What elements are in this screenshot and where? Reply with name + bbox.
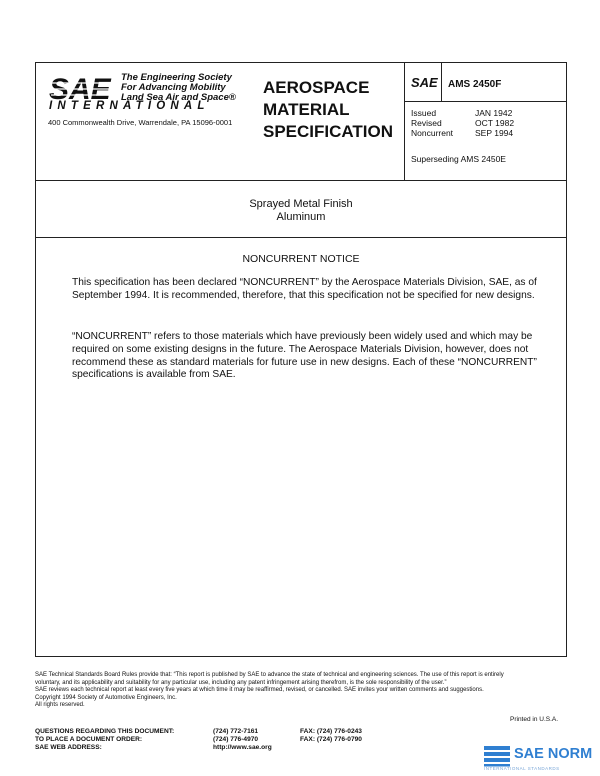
header [36,63,566,181]
subtitle-line: Aluminum [276,211,326,223]
document-type [263,77,393,143]
date-value: JAN 1942 [475,108,513,118]
footer-line: All rights reserved. [35,702,85,709]
date-history [411,108,561,138]
title-line: Sprayed Metal Finish [249,198,353,210]
footer-line: SAE Technical Standards Board Rules provide that: “This report is published by SAE to advance the state of technical and engineering sciences. The use of this report is entirely [35,672,504,678]
svg-text:SAE: SAE [411,75,438,90]
date-row-noncurrent [411,128,561,138]
header-left [36,63,404,180]
tagline-line: For Advancing Mobility [121,82,226,93]
contact-phone: (724) 772-7161 [213,728,259,735]
footer-line: SAE reviews each technical report at least every five years at which time it may be reaffirmed, revised, or cancelled. SAE invites your written comments and suggestions. [35,687,484,694]
contact-row [35,728,395,736]
footer-line: Copyright 1994 Society of Automotive Engineers, Inc. [35,694,177,701]
divider [441,63,442,101]
tagline-line: Land Sea Air and Space® [121,92,236,103]
notice-paragraph: This specification has been declared “NONCURRENT” by the Aerospace Materials Division, SAE, as of September 1994. It is recommended, therefore, that this specification not be specified for new designs. [72,277,537,301]
society-tagline [121,73,236,103]
divider [405,101,566,102]
document-code-row [405,63,566,101]
date-value: SEP 1994 [475,128,514,138]
date-label: Issued [411,108,437,118]
date-label: Revised [411,118,442,128]
superseding-note: Superseding AMS 2450E [411,154,506,164]
header-right [404,63,566,180]
document-title [36,180,566,238]
international-wordmark: INTERNATIONAL [49,100,210,112]
web-address[interactable]: http://www.sae.org [213,743,272,751]
contact-fax: FAX: (724) 776-0790 [300,735,362,743]
specification-frame [35,62,567,657]
document-code: AMS 2450F [448,79,502,90]
sae-mini-logo [411,75,438,90]
tagline-line: The Engineering Society [121,72,232,83]
footer-line: voluntary, and its applicability and suitability for any particular use, including any patent infringement arising therefrom, is the sole responsibility of the user.” [35,679,447,686]
date-label: Noncurrent [411,128,454,138]
svg-text:SAE: SAE [49,73,111,106]
watermark-emblem-icon [484,746,510,767]
notice-heading: NONCURRENT NOTICE [242,253,360,265]
contact-row [35,744,395,752]
date-row-revised [411,118,561,128]
contact-label: QUESTIONS REGARDING THIS DOCUMENT: [35,728,175,735]
doc-type-line: SPECIFICATION [263,122,394,141]
contact-fax: FAX: (724) 776-0243 [300,728,362,735]
address: 400 Commonwealth Drive, Warrendale, PA 15096-0001 [48,118,233,127]
doc-type-line: AEROSPACE [263,78,370,97]
printed-note: Printed in U.S.A. [510,716,559,723]
contact-row [35,736,395,744]
watermark-subtext: INTERNATIONAL STANDARDS [484,766,560,771]
legal-footer [35,672,575,710]
watermark-text: SAE NORM [514,746,593,762]
sae-logo [49,73,121,106]
date-row-issued [411,108,561,118]
contact-label: SAE WEB ADDRESS: [35,743,102,751]
contact-info [35,728,395,751]
doc-type-line: MATERIAL [263,100,350,119]
notice-paragraph: “NONCURRENT” refers to those materials which have previously been widely used and which may be required on some existing designs in the future. The Aerospace Materials Division, however, does not recommend these as standard materials for future use in new designs. Each of these “NONCURRENT” specifications is available from SAE. [72,331,537,381]
date-value: OCT 1982 [475,118,515,128]
contact-phone: (724) 776-4970 [213,735,259,743]
contact-label: TO PLACE A DOCUMENT ORDER: [35,735,143,743]
